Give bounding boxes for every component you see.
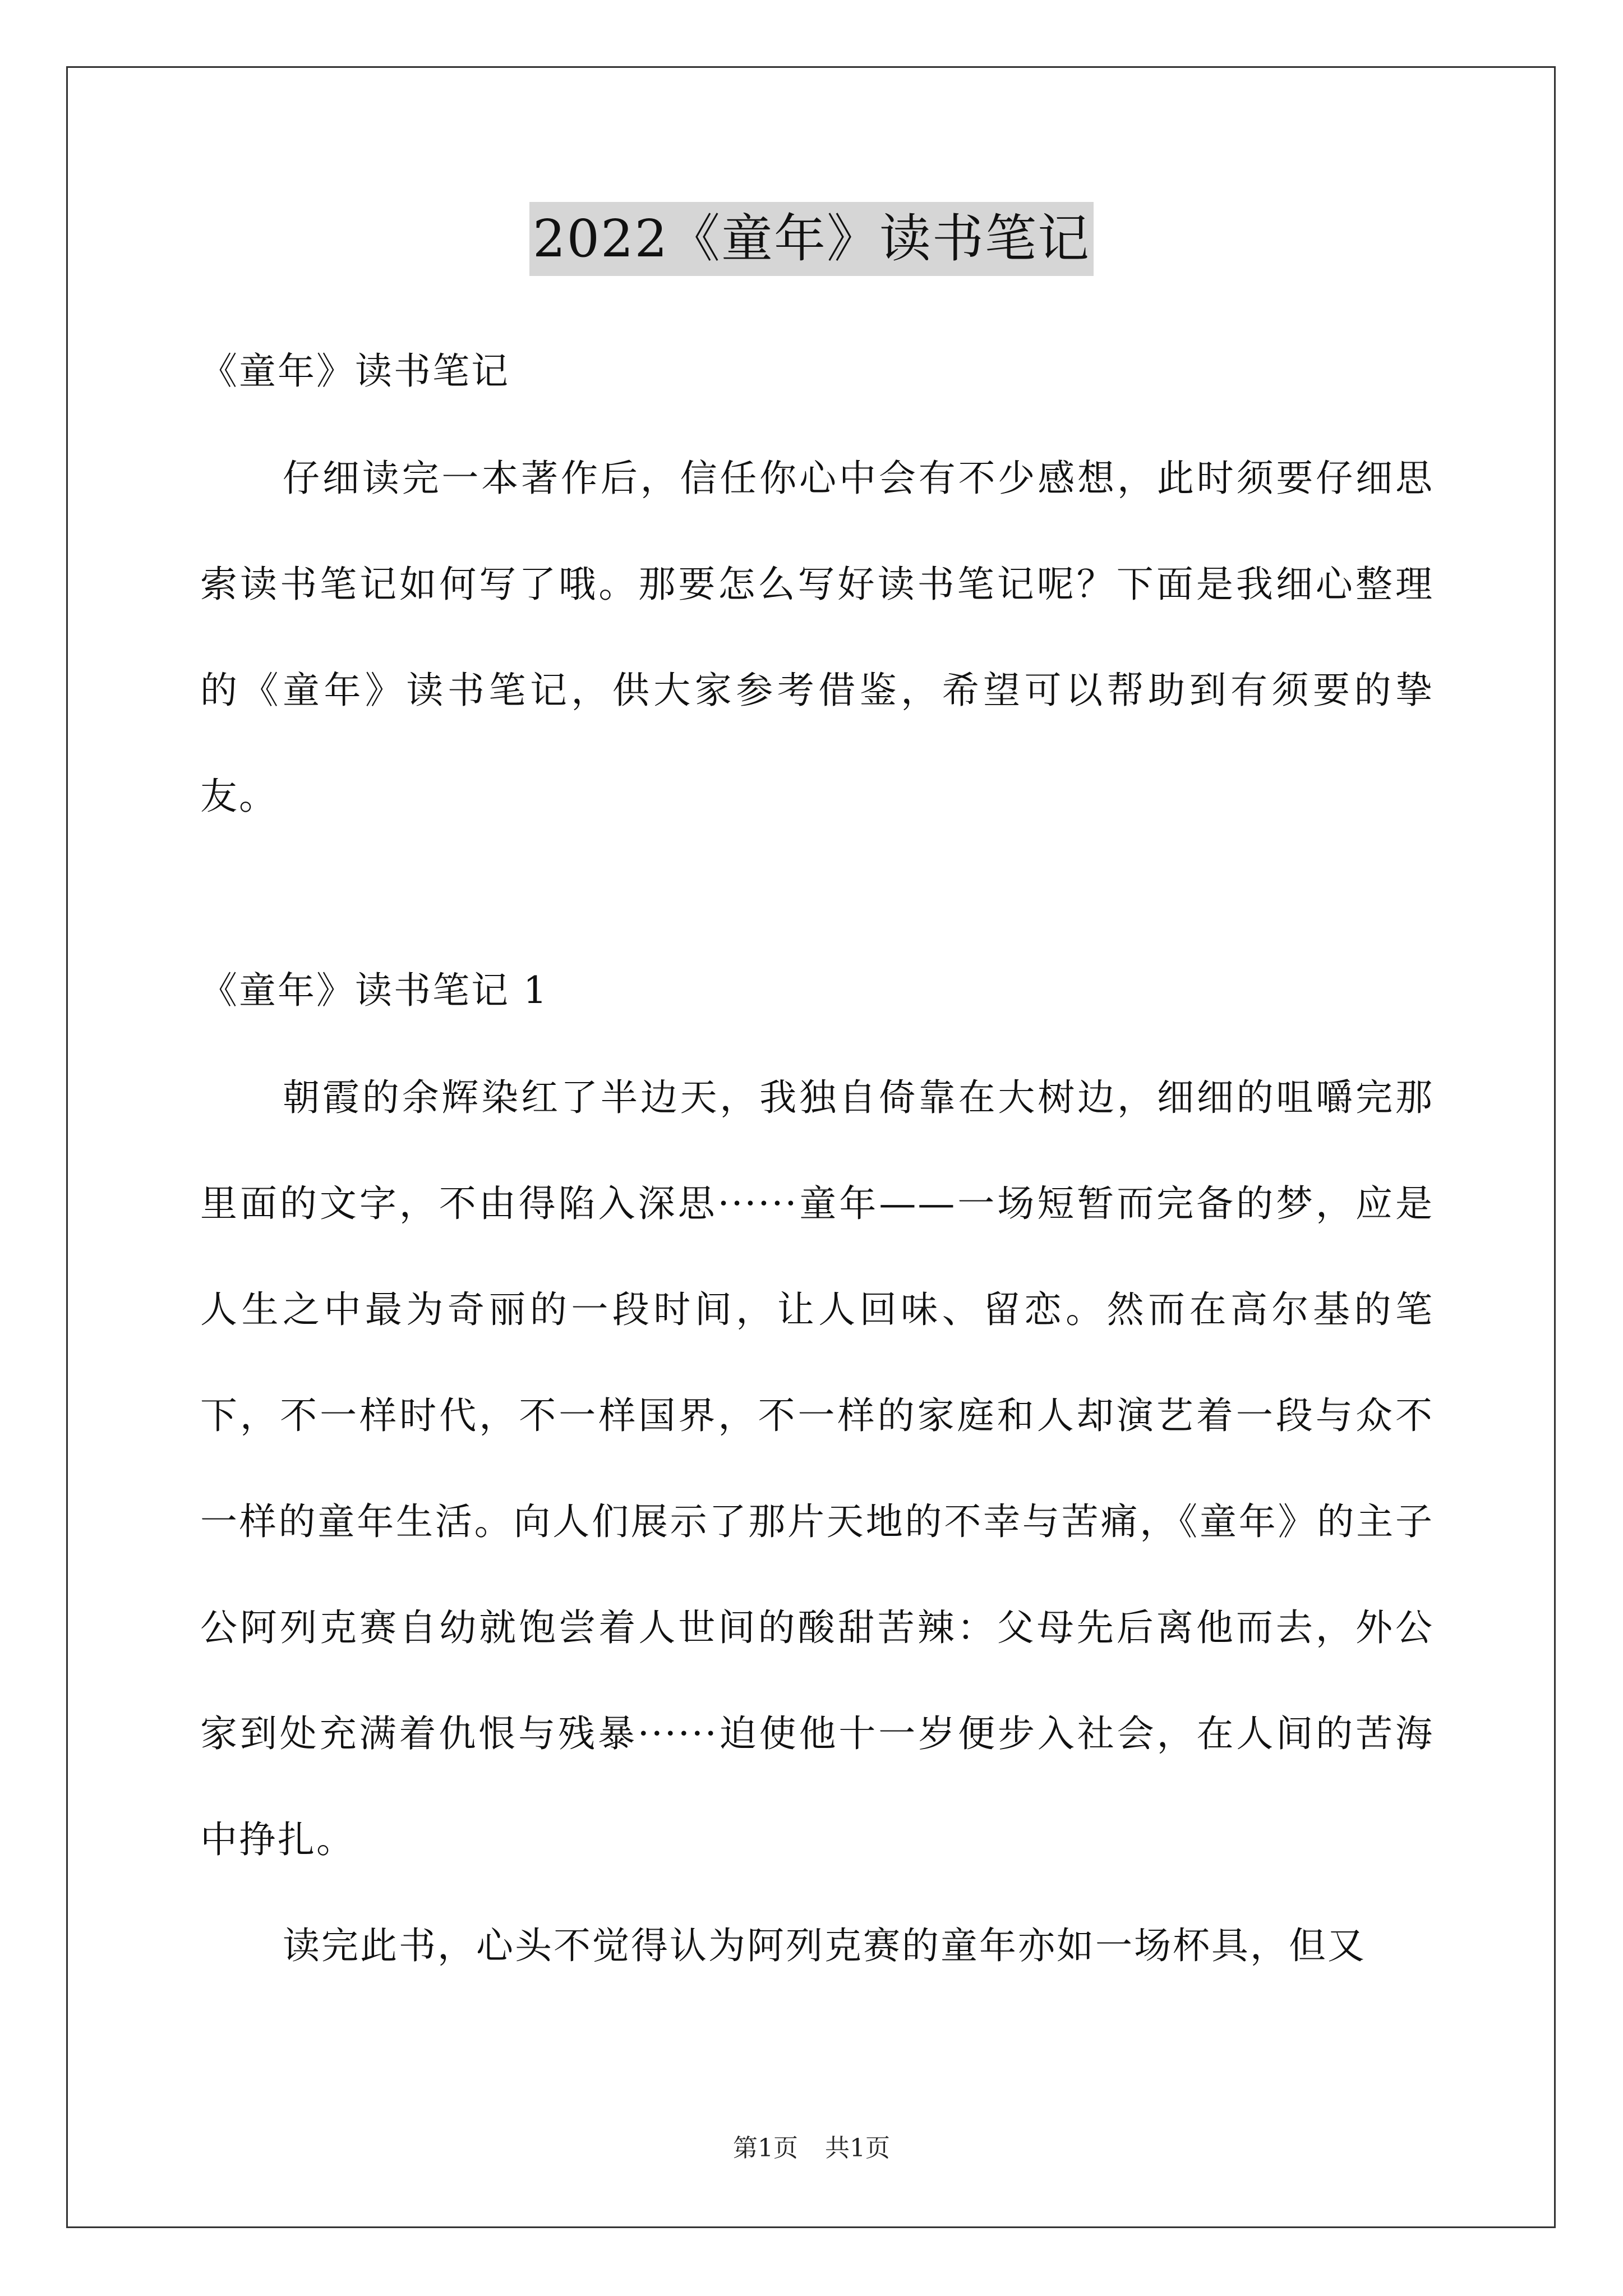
page-number: 第1页 bbox=[733, 2134, 798, 2162]
section-1-paragraph-2: 读完此书，心头不觉得认为阿列克赛的童年亦如一场杯具，但又 bbox=[283, 1924, 1366, 1967]
title-container bbox=[0, 202, 1623, 276]
section-1-paragraph-1: 朝霞的余辉染红了半边天，我独自倚靠在大树边，细细的咀嚼完那里面的文字，不由得陷入深思······童年——一场短暂而完备的梦，应是人生之中最为奇丽的一段时间，让人回味、留恋。然而在高尔基的笔下，不一样时代，不一样国界，不一样的家庭和人却演艺着一段与众不一样的童年生活。向人们展示了那片天地的不幸与苦痛，《童年》的主子公阿列克赛自幼就饱尝着人世间的酸甜苦辣：父母先后离他而去，外公家到处充满着仇恨与残暴······迫使他十一岁便步入社会，在人间的苦海中挣扎。 bbox=[200, 1076, 1434, 1861]
document-title: 2022《童年》读书笔记 bbox=[529, 202, 1094, 276]
document-body bbox=[200, 337, 1434, 1999]
main-heading: 《童年》读书笔记 bbox=[200, 349, 510, 393]
section-1-heading: 《童年》读书笔记 1 bbox=[200, 969, 548, 1012]
page-total: 共1页 bbox=[825, 2134, 890, 2162]
intro-paragraph: 仔细读完一本著作后，信任你心中会有不少感想，此时须要仔细思索读书笔记如何写了哦。那要怎么写好读书笔记呢？下面是我细心整理的《童年》读书笔记，供大家参考借鉴，希望可以帮助到有须要的挚友。 bbox=[200, 457, 1434, 818]
page-footer bbox=[0, 2132, 1623, 2165]
